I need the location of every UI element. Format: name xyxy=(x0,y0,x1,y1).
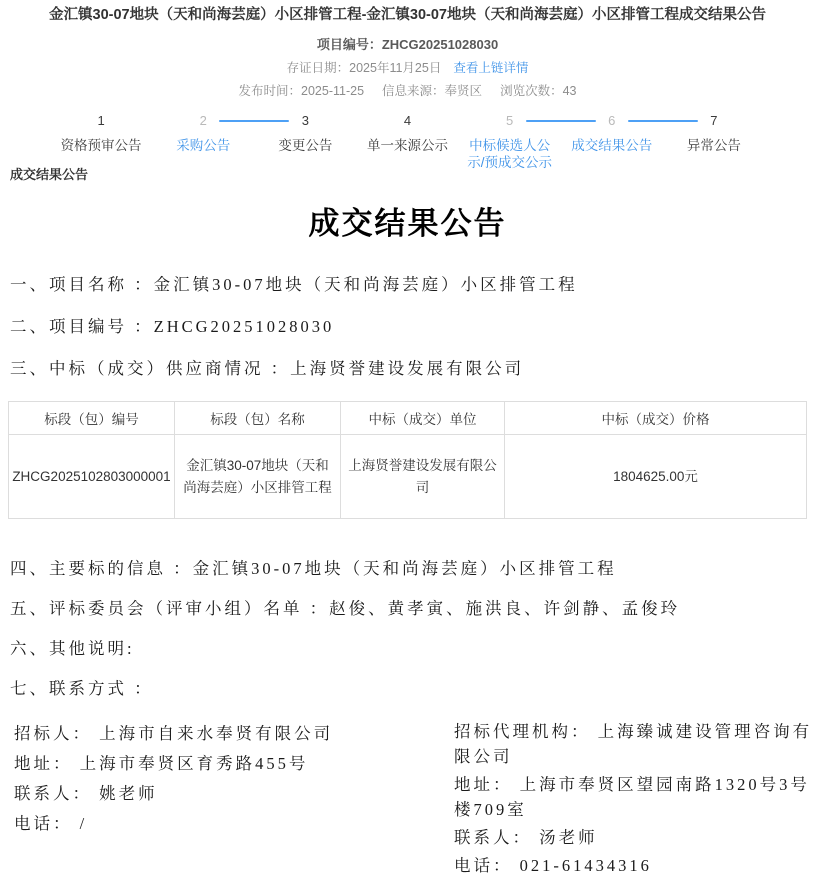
project-number-value: ZHCG20251028030 xyxy=(381,37,499,52)
step-4 xyxy=(356,114,458,172)
project-number-line xyxy=(0,34,815,53)
contact-line: 招标人： 上海市自来水奉贤有限公司 xyxy=(14,724,334,743)
sections-before-table xyxy=(0,275,815,379)
buyer-contact-column xyxy=(14,719,444,881)
table-cell: ZHCG2025102803000001 xyxy=(9,435,175,519)
table-header-cell: 标段（包）编号 xyxy=(9,402,175,435)
step-number: 4 xyxy=(403,113,412,128)
certificate-date-line xyxy=(0,61,815,76)
section-paragraph: 五、评标委员会（评审小组）名单 ：赵俊、黄孝寅、施洪良、许剑静、孟俊玲 xyxy=(10,599,681,618)
step-label: 资格预审公告 xyxy=(60,138,142,153)
section-paragraph: 四、主要标的信息 ：金汇镇30-07地块（天和尚海芸庭）小区排管工程 xyxy=(10,559,617,578)
step-number: 3 xyxy=(301,113,309,128)
step-label[interactable]: 成交结果公告 xyxy=(571,138,653,153)
contact-line: 地址： 上海市奉贤区望园南路1320号3号楼709室 xyxy=(454,775,810,819)
step-3 xyxy=(254,114,356,172)
certificate-date-label: 存证日期： xyxy=(286,61,350,75)
contact-line: 电话： / xyxy=(14,814,88,833)
step-number: 2 xyxy=(152,114,254,128)
publish-info-line xyxy=(0,84,815,99)
result-table xyxy=(8,401,807,519)
view-chain-details-link[interactable]: 查看上链详情 xyxy=(453,61,529,75)
contact-line: 联系人： 汤老师 xyxy=(454,828,598,847)
publish-time-label: 发布时间： xyxy=(238,84,302,98)
table-header-cell: 中标（成交）单位 xyxy=(341,402,505,435)
view-count-label: 浏览次数： xyxy=(500,84,563,98)
view-count-value: 43 xyxy=(562,84,577,98)
project-number-label: 项目编号： xyxy=(316,37,382,52)
table-cell: 上海贤誉建设发展有限公司 xyxy=(341,435,505,519)
breadcrumb: 成交结果公告 xyxy=(10,167,89,182)
info-source-label: 信息来源： xyxy=(382,84,445,98)
table-cell: 1804625.00元 xyxy=(505,435,807,519)
section-paragraph: 三、中标（成交）供应商情况 ：上海贤誉建设发展有限公司 xyxy=(10,359,525,378)
step-5 xyxy=(459,114,561,172)
contact-line: 招标代理机构： 上海臻诚建设管理咨询有限公司 xyxy=(454,722,813,766)
info-source-value: 奉贤区 xyxy=(444,84,483,98)
section-paragraph: 六、其他说明: xyxy=(10,639,135,658)
step-number: 1 xyxy=(97,113,105,128)
step-label: 单一来源公示 xyxy=(366,138,448,153)
table-header-row xyxy=(9,402,807,435)
step-label[interactable]: 采购公告 xyxy=(176,138,231,153)
table-header-cell: 标段（包）名称 xyxy=(175,402,341,435)
document-title: 金汇镇30-07地块（天和尚海芸庭）小区排管工程-金汇镇30-07地块（天和尚海芸庭）小区排管工程成交结果公告 xyxy=(49,7,766,23)
contact-line: 电话： 021-61434316 xyxy=(454,856,652,875)
step-label: 异常公告 xyxy=(686,138,741,153)
step-label: 变更公告 xyxy=(278,138,333,153)
section-paragraph: 一、项目名称 ：金汇镇30-07地块（天和尚海芸庭）小区排管工程 xyxy=(10,275,578,294)
step-6 xyxy=(561,114,663,172)
contact-info xyxy=(0,719,815,881)
contact-line: 地址： 上海市奉贤区育秀路455号 xyxy=(14,754,309,773)
sections-after-table xyxy=(0,559,815,699)
step-label[interactable]: 中标候选人公示/预成交公示 xyxy=(467,138,553,170)
publish-time-value: 2025-11-25 xyxy=(301,84,365,98)
agency-contact-column xyxy=(454,719,814,881)
step-7 xyxy=(663,114,765,172)
table-row xyxy=(9,435,807,519)
certificate-date-value: 2025年11月25日 xyxy=(349,61,442,75)
page-title: 成交结果公告 xyxy=(308,206,507,241)
contact-line: 联系人： 姚老师 xyxy=(14,784,158,803)
step-number: 5 xyxy=(459,114,561,128)
announcement-step-bar xyxy=(50,114,765,172)
step-number: 7 xyxy=(710,113,718,128)
section-paragraph: 二、项目编号 ：ZHCG20251028030 xyxy=(10,317,335,336)
step-1 xyxy=(50,114,152,172)
section-paragraph: 七、联系方式 ： xyxy=(10,679,154,698)
table-cell: 金汇镇30-07地块（天和尚海芸庭）小区排管工程 xyxy=(175,435,341,519)
table-header-cell: 中标（成交）价格 xyxy=(505,402,807,435)
step-2 xyxy=(152,114,254,172)
step-number: 6 xyxy=(561,114,663,128)
